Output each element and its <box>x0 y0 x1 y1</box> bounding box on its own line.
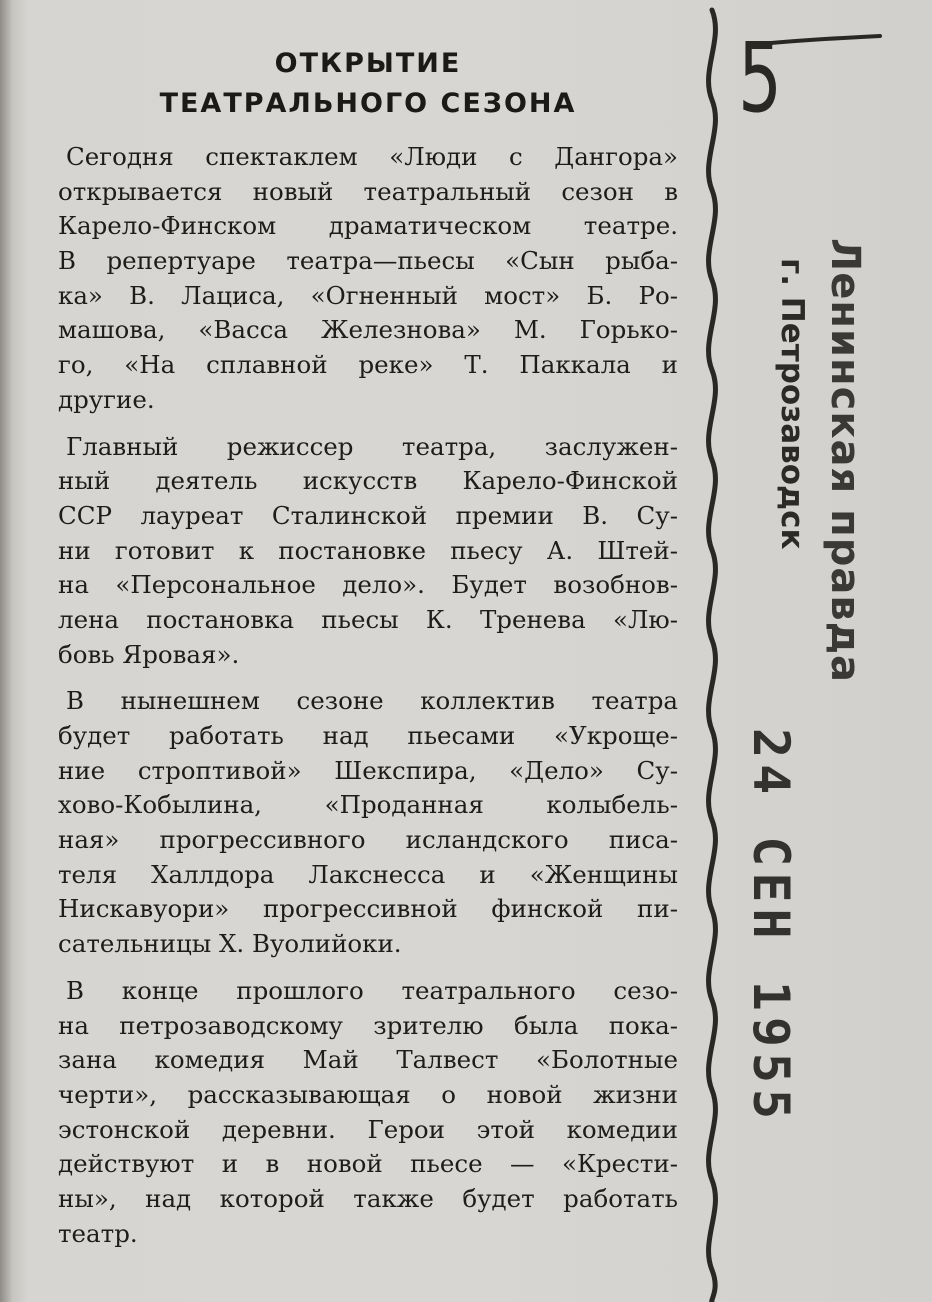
text-line: ка» В. Лациса, «Огненный мост» Б. Ро- <box>58 280 678 310</box>
text-line: действуют и в новой пьесе — «Крести- <box>58 1149 678 1179</box>
text-line: зана комедия Май Талвест «Болотные <box>58 1045 678 1075</box>
handwritten-stroke <box>740 30 890 60</box>
text-line: театр. <box>58 1218 138 1248</box>
text-line: В репертуаре театра—пьесы «Сын рыба- <box>58 246 678 276</box>
paper-edge <box>0 0 12 1302</box>
paragraph-4 <box>58 974 678 1252</box>
text-line: на петрозаводскому зрителю была пока- <box>58 1010 678 1040</box>
text-line: эстонской деревни. Герои этой комедии <box>58 1114 678 1144</box>
text-line: Нискавуори» прогрессивной финской пи- <box>58 894 678 924</box>
text-line: бовь Яровая». <box>58 639 240 669</box>
newspaper-name: Ленинская правда <box>822 238 868 683</box>
text-line: В нынешнем сезоне коллектив театра <box>66 686 678 716</box>
article-headline <box>58 44 678 124</box>
text-line: теля Халлдора Лакснесса и «Женщины <box>58 859 678 889</box>
text-line: на «Персональное дело». Будет возобнов- <box>58 570 678 600</box>
text-line: черти», рассказывающая о новой жизни <box>58 1079 678 1109</box>
headline-line-1: ОТКРЫТИЕ <box>274 48 462 79</box>
paragraph-2 <box>58 430 678 673</box>
article <box>58 40 678 1263</box>
text-line: лена постановка пьесы К. Тренева «Лю- <box>58 604 678 634</box>
wavy-cut-edge <box>690 0 734 1302</box>
headline-line-2: ТЕАТРАЛЬНОГО СЕЗОНА <box>159 88 577 119</box>
city-name: г. Петрозаводск <box>774 258 810 550</box>
text-line: ни готовит к постановке пьесу А. Штей- <box>58 535 678 565</box>
text-line: Сегодня спектаклем «Люди с Дангора» <box>66 142 678 171</box>
text-line: го, «На сплавной реке» Т. Паккала и <box>58 350 678 380</box>
text-line: хово-Кобылина, «Проданная колыбель- <box>58 790 678 820</box>
text-line: сательницы Х. Вуолийоки. <box>58 929 402 959</box>
text-line: ная» прогрессивного исландского писа- <box>58 825 678 855</box>
text-line: ССР лауреат Сталинской премии В. Су- <box>58 500 678 530</box>
text-line: ние строптивой» Шекспира, «Дело» Су- <box>58 755 678 785</box>
paragraph-3 <box>58 684 678 962</box>
text-line: машова, «Васса Железнова» М. Горько- <box>58 315 678 345</box>
paragraph-1 <box>58 140 678 418</box>
text-line: В конце прошлого театрального сезо- <box>66 975 678 1005</box>
text-line: другие. <box>58 384 155 414</box>
text-line: Карело-Финском драматическом театре. <box>58 211 678 241</box>
text-line: открывается новый театральный сезон в <box>58 176 678 206</box>
text-line: ны», над которой также будет работать <box>58 1183 678 1213</box>
handwritten-number: 5 <box>738 22 782 134</box>
text-line: ный деятель искусств Карело-Финской <box>58 466 678 496</box>
text-line: будет работать над пьесами «Укроще- <box>58 721 678 750</box>
stamp-date: 24 СЕН 1955 <box>742 728 800 1126</box>
text-line: Главный режиссер театра, заслужен- <box>66 431 678 461</box>
